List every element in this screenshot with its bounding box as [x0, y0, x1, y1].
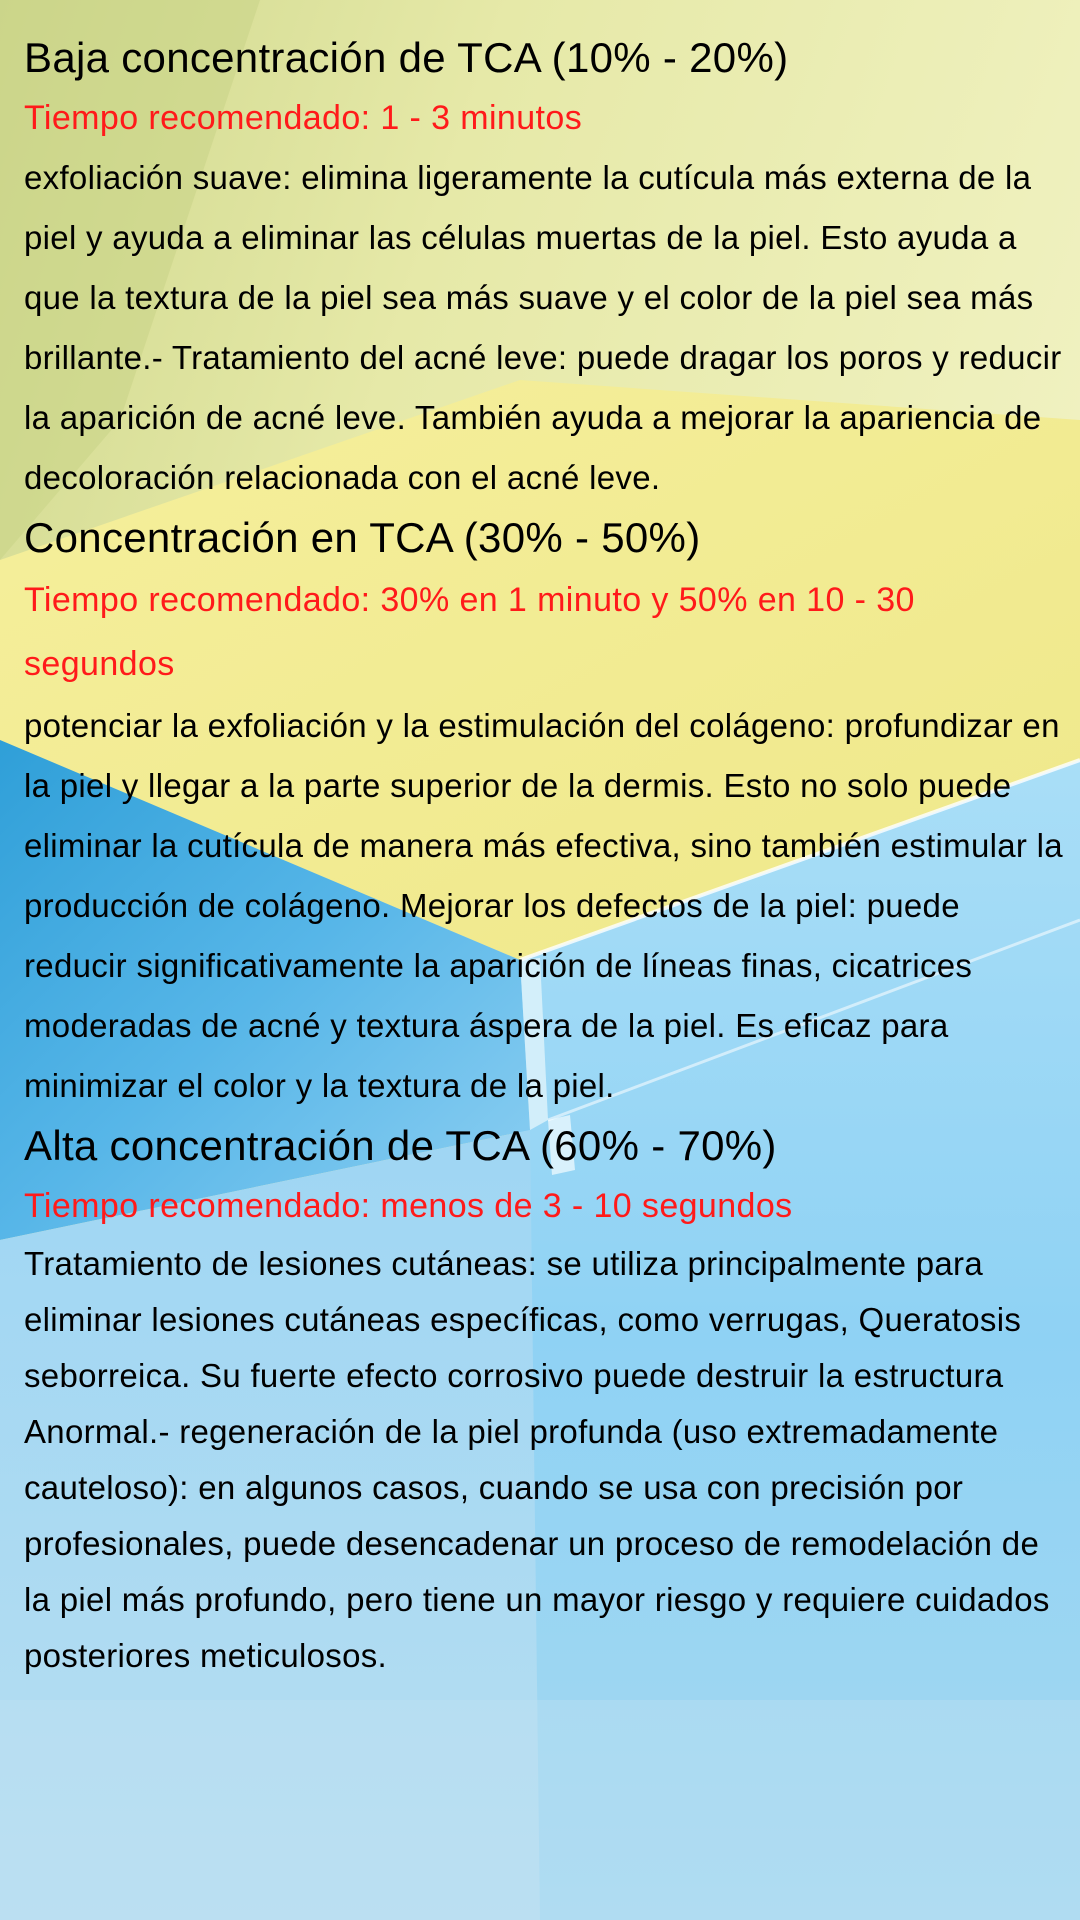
section-low-concentration — [24, 28, 1064, 508]
section-heading: Baja concentración de TCA (10% - 20%) — [24, 34, 789, 81]
section-medium-concentration — [24, 508, 1064, 1116]
document-content — [24, 28, 1064, 1684]
section-high-concentration — [24, 1116, 1064, 1684]
section-body: exfoliación suave: elimina ligeramente la cutícula más externa de la piel y ayuda a eliminar las células muertas de la piel. Esto ayuda a que la textura de la piel sea más suave y el color de la piel sea más brillante.- Tratamiento del acné leve: puede dragar los poros y reducir la aparición de acné leve. También ayuda a mejorar la apariencia de decoloración relacionada con el acné leve. — [24, 159, 1062, 496]
recommended-time: Tiempo recomendado: 1 - 3 minutos — [24, 99, 583, 137]
section-body: Tratamiento de lesiones cutáneas: se utiliza principalmente para eliminar lesiones cutáneas específicas, como verrugas, Queratosis seborreica. Su fuerte efecto corrosivo puede destruir la estructura Anormal.- regeneración de la piel profunda (uso extremadamente cauteloso): en algunos casos, cuando se usa con precisión por profesionales, puede desencadenar un proceso de remodelación de la piel más profundo, pero tiene un mayor riesgo y requiere cuidados posteriores meticulosos. — [24, 1245, 1050, 1674]
recommended-time: Tiempo recomendado: 30% en 1 minuto y 50% en 10 - 30 segundos — [24, 581, 915, 683]
section-body: potenciar la exfoliación y la estimulación del colágeno: profundizar en la piel y llegar a la parte superior de la dermis. Esto no solo puede eliminar la cutícula de manera más efectiva, sino también estimular la producción de colágeno. Mejorar los defectos de la piel: puede reducir significativamente la aparición de líneas finas, cicatrices moderadas de acné y textura áspera de la piel. Es eficaz para minimizar el color y la textura de la piel. — [24, 707, 1063, 1104]
section-heading: Alta concentración de TCA (60% - 70%) — [24, 1122, 777, 1169]
section-heading: Concentración en TCA (30% - 50%) — [24, 514, 701, 561]
recommended-time: Tiempo recomendado: menos de 3 - 10 segundos — [24, 1187, 793, 1225]
